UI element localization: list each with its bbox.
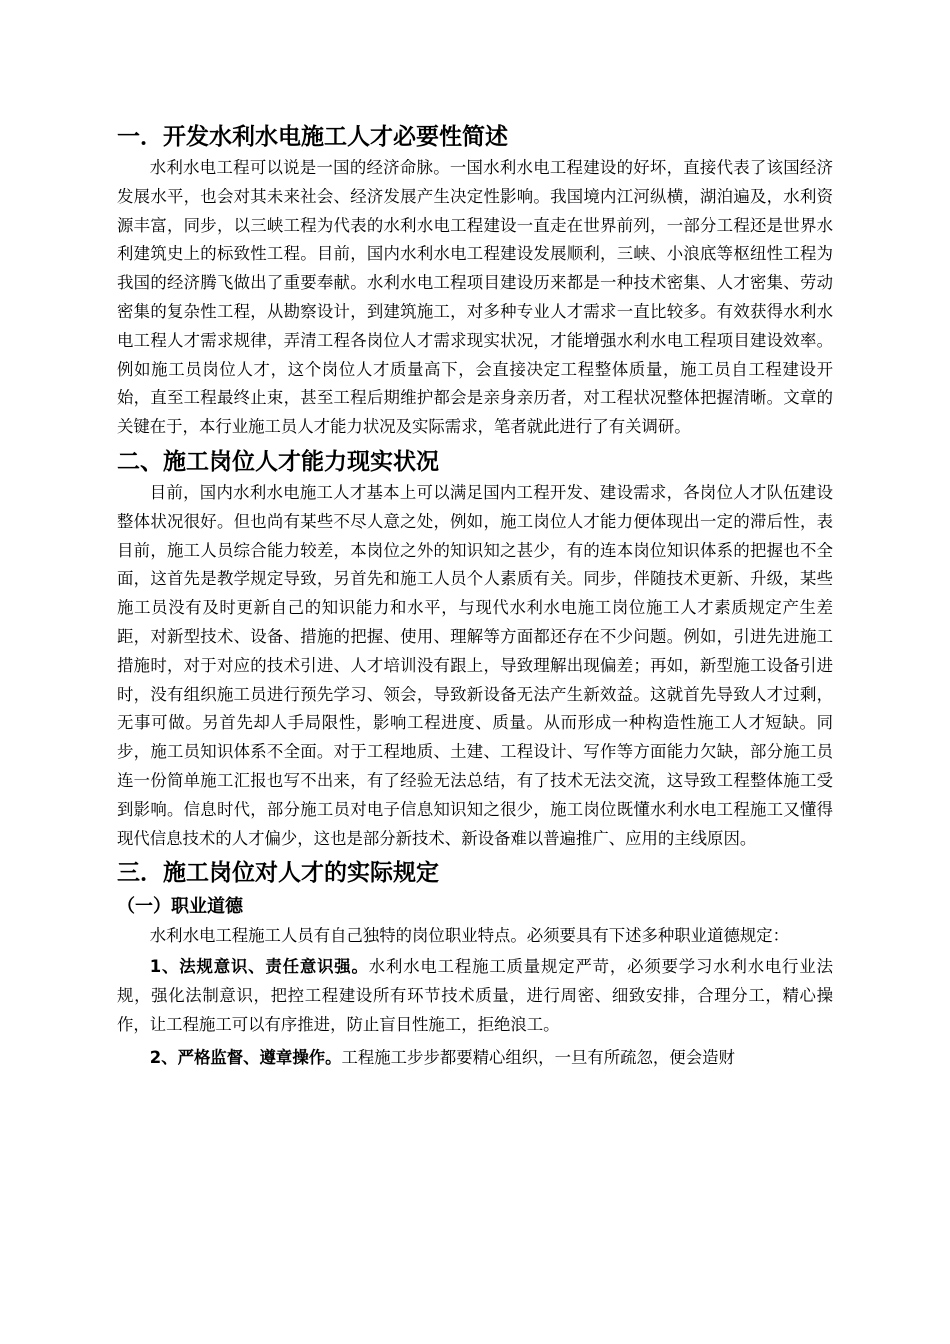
- section-2-title: 二、施工岗位人才能力现实状况: [117, 448, 439, 475]
- list-item-text: 工程施工步步都要精心组织，一旦有所疏忽，便会造财: [341, 1047, 735, 1067]
- document-page: [117, 116, 833, 1072]
- subsection-title: （一）职业道德: [117, 896, 243, 918]
- list-item-text: 水利水电工程施工质量规定严苛，必须要学习水利水电行业法规，强化法制意识，把控工程建设所有环节技术质量，进行周密、细致安排，合理分工，精心操作，让工程施工可以有序推进，防止盲目性施工，拒绝浪工。: [117, 957, 834, 1034]
- list-item-lead: 1、法规意识、责任意识强。: [149, 957, 369, 977]
- section-1-paragraph: 水利水电工程可以说是一国的经济命脉。一国水利水电工程建设的好坏，直接代表了该国经济发展水平，也会对其未来社会、经济发展产生决定性影响。我国境内江河纵横，湖泊遍及，水利资源丰富，同步，以三峡工程为代表的水利水电工程建设一直走在世界前列，一部分工程还是世界水利建筑史上的标致性工程。目前，国内水利水电工程建设发展顺利，三峡、小浪底等枢纽性工程为我国的经济腾飞做出了重要奉献。水利水电工程项目建设历来都是一种技术密集、人才密集、劳动密集的复杂性工程，从勘察设计，到建筑施工，对多种专业人才需求一直比较多。有效获得水利水电工程人才需求规律，弄清工程各岗位人才需求现实状况，才能增强水利水电工程项目建设效率。例如施工员岗位人才，这个岗位人才质量高下，会直接决定工程整体质量，施工员自工程建设开始，直至工程最终止束，甚至工程后期维护都会是亲身亲历者，对工程状况整体把握清晰。文章的关键在于，本行业施工员人才能力状况及实际需求，笔者就此进行了有关调研。: [117, 158, 833, 437]
- section-3-title: 三．施工岗位对人才的实际规定: [117, 860, 439, 887]
- list-item: [117, 1044, 833, 1073]
- section-3-paragraph: 水利水电工程施工人员有自己独特的岗位职业特点。必须要具有下述多种职业道德规定：: [149, 926, 790, 946]
- section-2-paragraph: 目前，国内水利水电施工人才基本上可以满足国内工程开发、建设需求，各岗位人才队伍建设整体状况很好。但也尚有某些不尽人意之处，例如，施工岗位人才能力便体现出一定的滞后性，表目前，施工人员综合能力较差，本岗位之外的知识知之甚少，有的连本岗位知识体系的把握也不全面，这首先是教学规定导致，另首先和施工人员个人素质有关。同步，伴随技术更新、升级，某些施工员没有及时更新自己的知识能力和水平，与现代水利水电施工岗位施工人才素质规定产生差距，对新型技术、设备、措施的把握、使用、理解等方面都还存在不少问题。例如，引进先进施工措施时，对于对应的技术引进、人才培训没有跟上，导致理解出现偏差；再如，新型施工设备引进时，没有组织施工员进行预先学习、领会，导致新设备无法产生新效益。这就首先导致人才过剩，无事可做。另首先却人手局限性，影响工程进度、质量。从而形成一种构造性施工人才短缺。同步，施工员知识体系不全面。对于工程地质、土建、工程设计、写作等方面能力欠缺，部分施工员连一份简单施工汇报也写不出来，有了经验无法总结，有了技术无法交流，这导致工程整体施工受到影响。信息时代，部分施工员对电子信息知识知之很少，施工岗位既懂水利水电工程施工又懂得现代信息技术的人才偏少，这也是部分新技术、新设备难以普遍推广、应用的主线原因。: [117, 482, 833, 848]
- list-item-lead: 2、严格监督、遵章操作。: [149, 1047, 342, 1067]
- list-item: [117, 953, 833, 1039]
- section-1-title: 一．开发水利水电施工人才必要性简述: [117, 124, 508, 150]
